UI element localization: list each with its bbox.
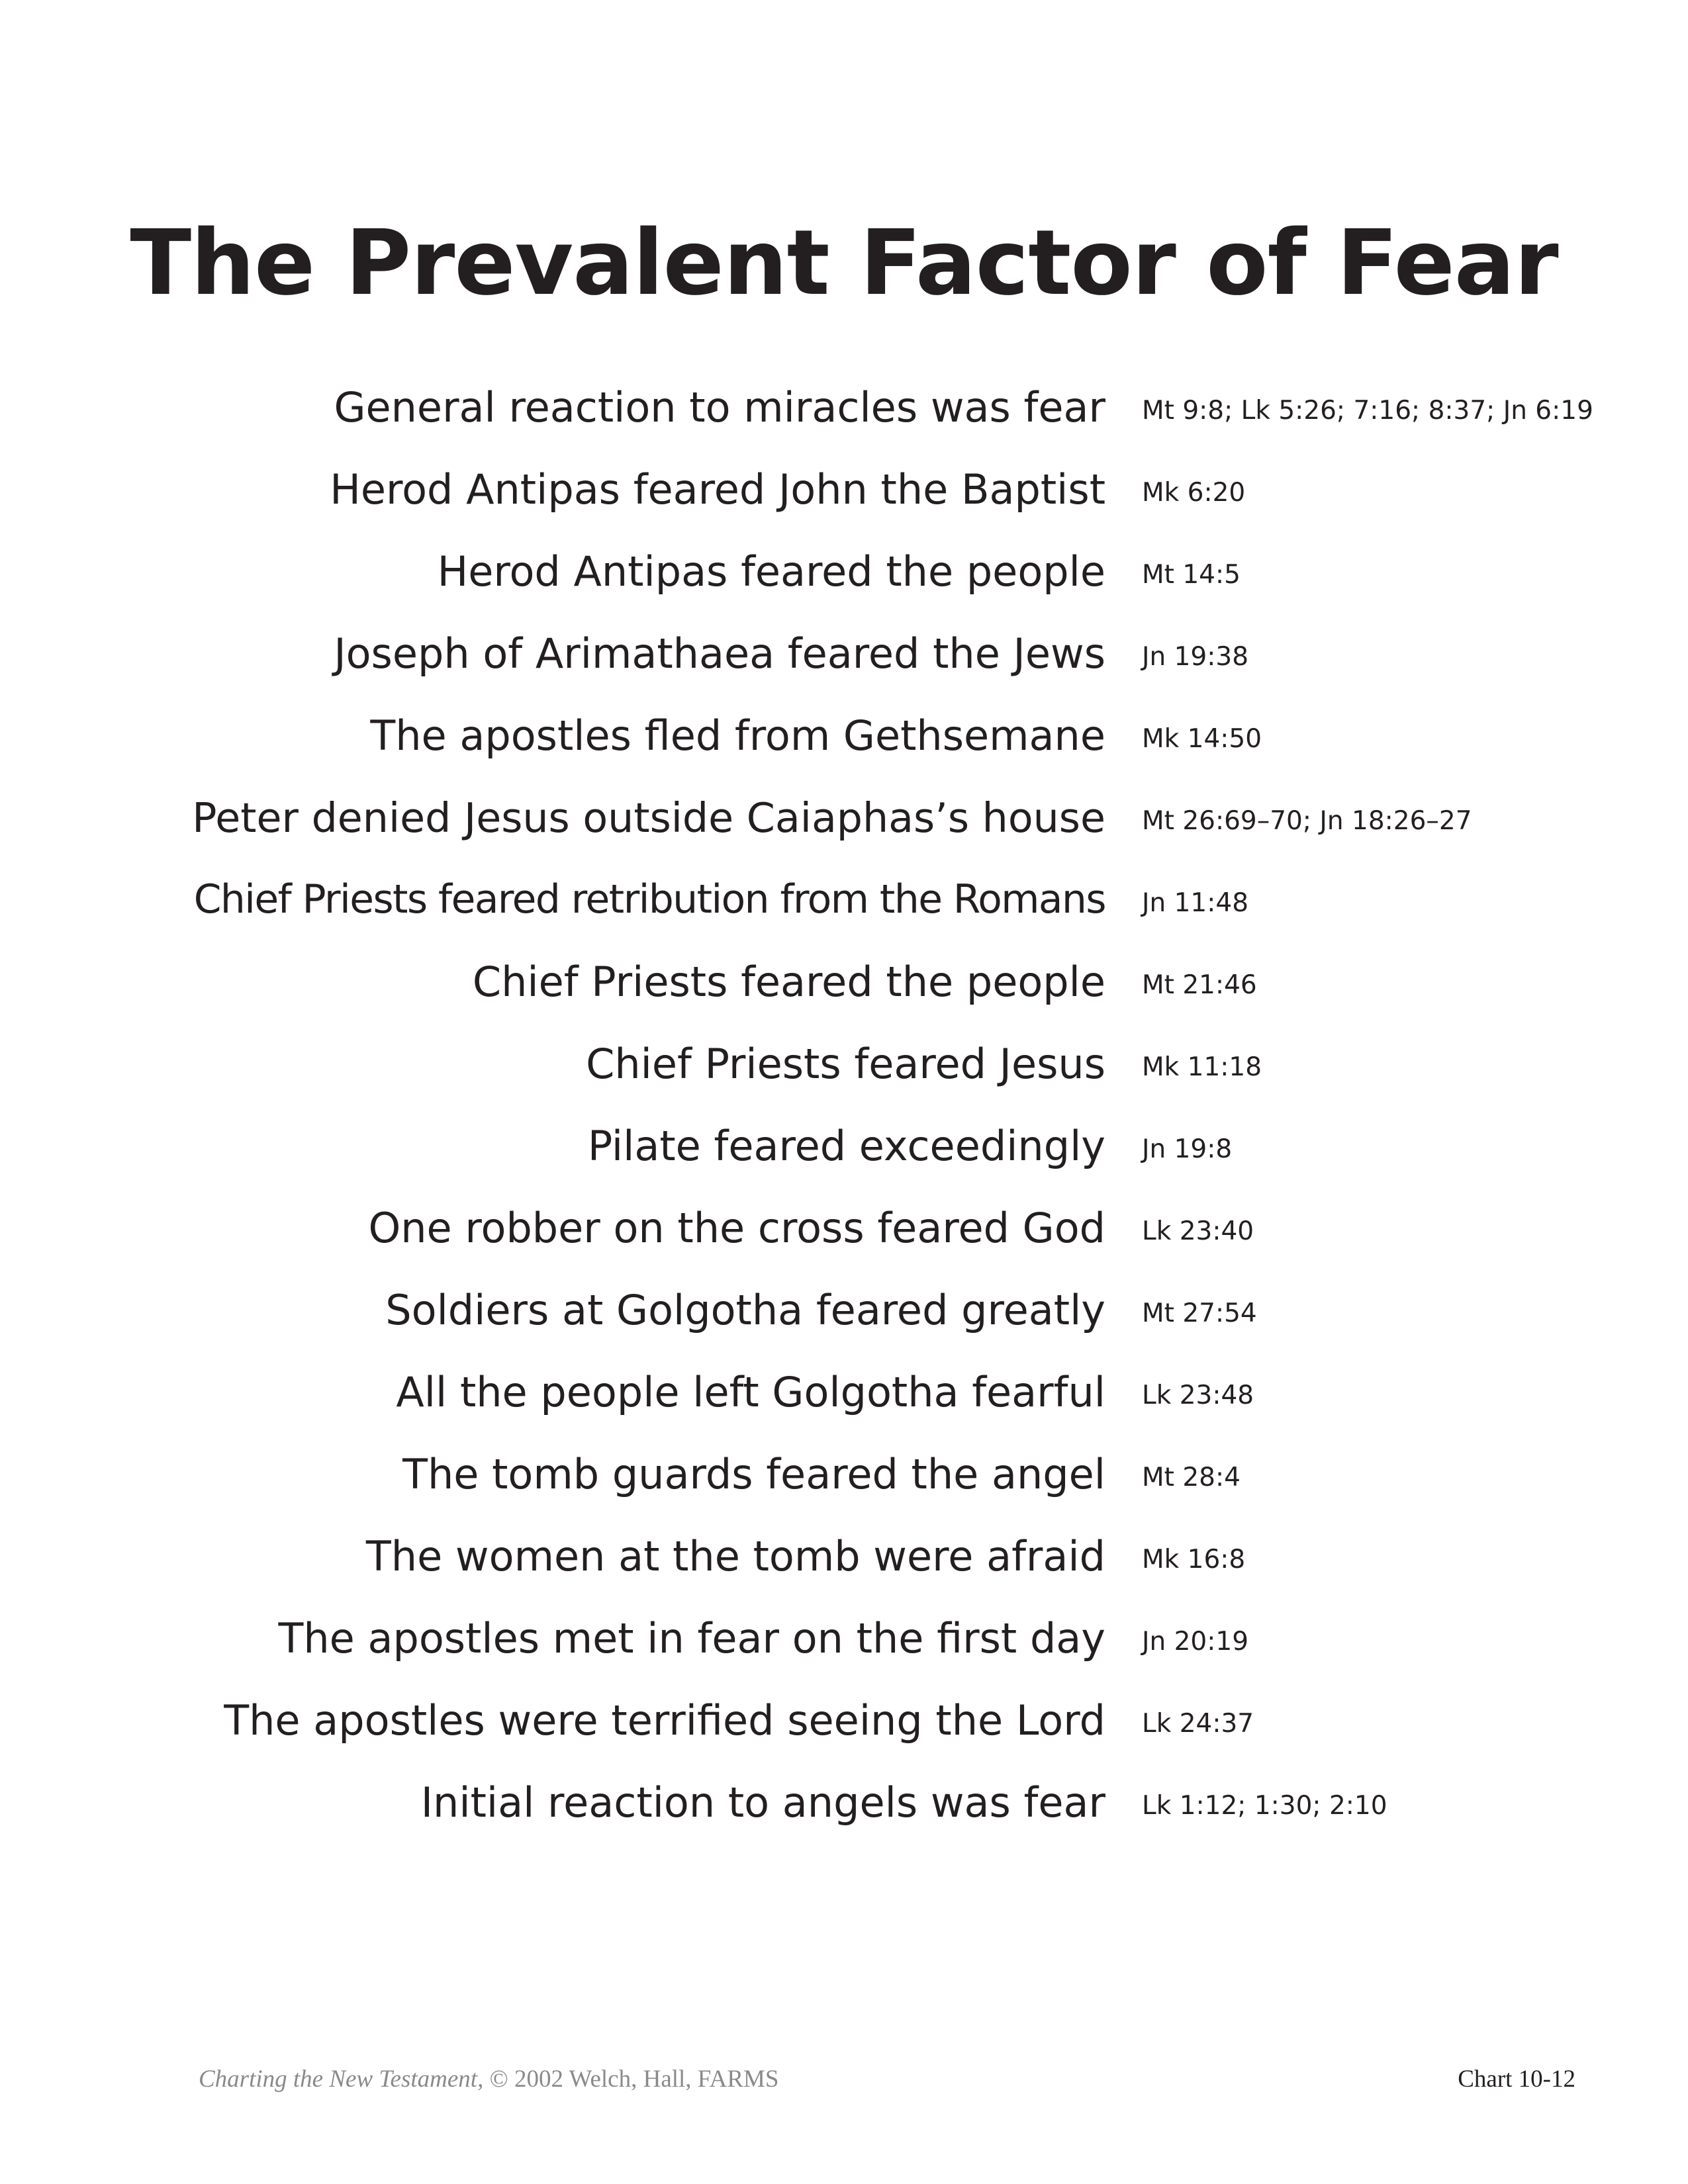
event-text: Chief Priests feared retribution from the Romans bbox=[193, 877, 1105, 923]
footer-copyright: © 2002 Welch, Hall, FARMS bbox=[489, 2066, 779, 2093]
table-row bbox=[0, 1677, 1688, 1759]
table-row bbox=[0, 1431, 1688, 1513]
footer-book-title: Charting the New Testament, bbox=[199, 2066, 484, 2093]
scripture-reference: Mt 14:5 bbox=[1142, 560, 1241, 590]
scripture-reference: Lk 24:37 bbox=[1142, 1709, 1254, 1739]
table-row bbox=[0, 1021, 1688, 1103]
scripture-reference: Lk 1:12; 1:30; 2:10 bbox=[1142, 1791, 1387, 1821]
event-text: Herod Antipas feared John the Baptist bbox=[330, 465, 1105, 514]
scripture-reference: Mt 21:46 bbox=[1142, 970, 1257, 1000]
scripture-reference: Mk 11:18 bbox=[1142, 1052, 1262, 1082]
event-text: The apostles were terrified seeing the Lord bbox=[224, 1696, 1105, 1745]
table-row bbox=[0, 856, 1688, 938]
table-row bbox=[0, 1267, 1688, 1349]
event-text: Chief Priests feared the people bbox=[472, 958, 1105, 1006]
table-row bbox=[0, 938, 1688, 1021]
scripture-reference: Lk 23:40 bbox=[1142, 1216, 1254, 1246]
table-row bbox=[0, 1513, 1688, 1595]
event-text: Herod Antipas feared the people bbox=[437, 547, 1105, 596]
table-row bbox=[0, 528, 1688, 610]
event-text: The apostles met in fear on the first day bbox=[278, 1614, 1105, 1662]
scripture-reference: Mt 26:69–70; Jn 18:26–27 bbox=[1142, 806, 1472, 836]
table-row bbox=[0, 692, 1688, 774]
table-row bbox=[0, 774, 1688, 856]
table-row bbox=[0, 610, 1688, 692]
scripture-reference: Jn 20:19 bbox=[1142, 1627, 1249, 1657]
scripture-reference: Jn 11:48 bbox=[1142, 888, 1249, 918]
table-row bbox=[0, 1759, 1688, 1841]
scripture-reference: Lk 23:48 bbox=[1142, 1381, 1254, 1410]
event-text: Soldiers at Golgotha feared greatly bbox=[385, 1286, 1105, 1334]
fear-table bbox=[0, 364, 1688, 1841]
table-row bbox=[0, 1103, 1688, 1185]
event-text: Initial reaction to angels was fear bbox=[420, 1778, 1105, 1827]
event-text: Chief Priests feared Jesus bbox=[586, 1040, 1105, 1088]
footer-citation bbox=[199, 2065, 779, 2093]
event-text: General reaction to miracles was fear bbox=[334, 383, 1105, 432]
table-row bbox=[0, 1595, 1688, 1677]
event-text: Joseph of Arimathaea feared the Jews bbox=[334, 629, 1105, 678]
event-text: The women at the tomb were afraid bbox=[365, 1532, 1105, 1580]
table-row bbox=[0, 1349, 1688, 1431]
scripture-reference: Mt 27:54 bbox=[1142, 1298, 1257, 1328]
scripture-reference: Jn 19:8 bbox=[1142, 1134, 1233, 1164]
event-text: Pilate feared exceedingly bbox=[587, 1122, 1105, 1170]
scripture-reference: Mt 9:8; Lk 5:26; 7:16; 8:37; Jn 6:19 bbox=[1142, 396, 1593, 426]
scripture-reference: Mk 16:8 bbox=[1142, 1545, 1246, 1574]
table-row bbox=[0, 446, 1688, 528]
event-text: All the people left Golgotha fearful bbox=[396, 1368, 1105, 1416]
scripture-reference: Mk 6:20 bbox=[1142, 478, 1246, 508]
scripture-reference: Jn 19:38 bbox=[1142, 642, 1249, 672]
table-row bbox=[0, 364, 1688, 446]
scripture-reference: Mt 28:4 bbox=[1142, 1463, 1241, 1492]
event-text: The apostles fled from Gethsemane bbox=[370, 711, 1105, 760]
chart-number: Chart 10-12 bbox=[1458, 2066, 1575, 2093]
scripture-reference: Mk 14:50 bbox=[1142, 724, 1262, 754]
event-text: Peter denied Jesus outside Caiaphas’s house bbox=[192, 794, 1105, 842]
event-text: The tomb guards feared the angel bbox=[402, 1450, 1105, 1498]
page-title: The Prevalent Factor of Fear bbox=[130, 211, 1558, 316]
event-text: One robber on the cross feared God bbox=[368, 1204, 1105, 1252]
table-row bbox=[0, 1185, 1688, 1267]
